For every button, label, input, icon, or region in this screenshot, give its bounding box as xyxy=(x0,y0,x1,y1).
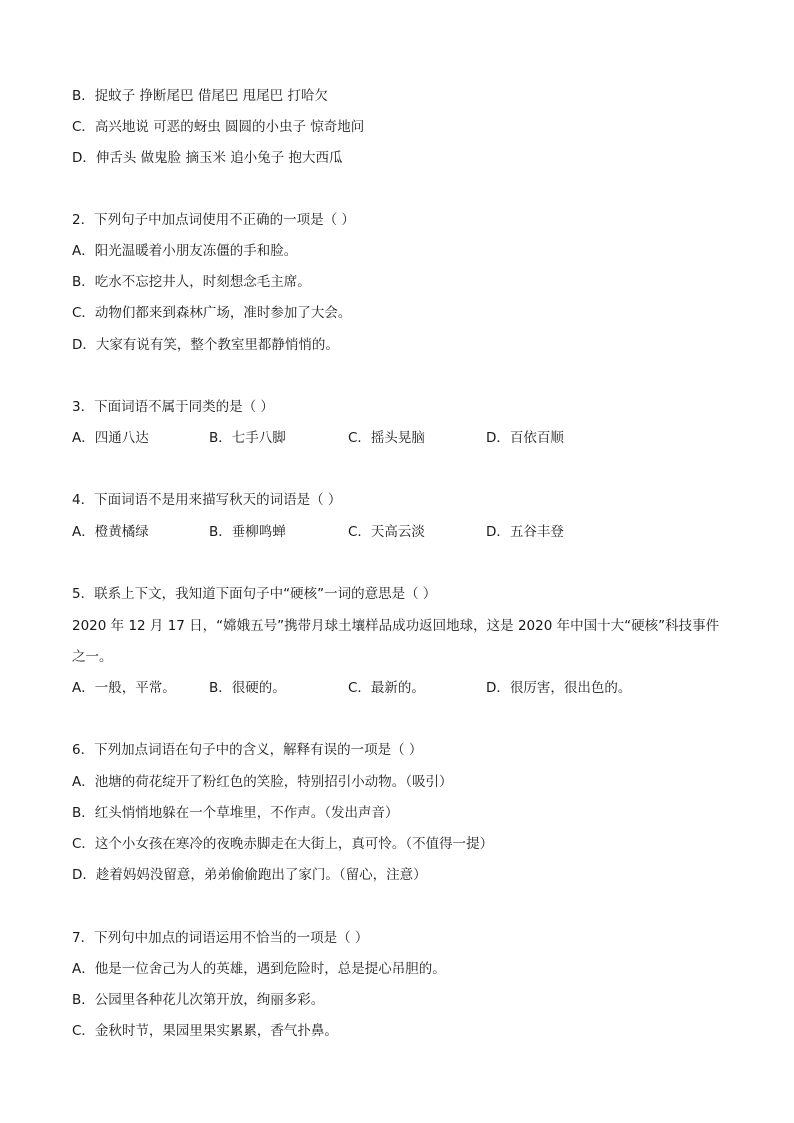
q6-option-c: C．这个小女孩在寒冷的夜晚赤脚走在大街上，真可怜。（不值得一提） xyxy=(72,836,494,852)
q6-option-d: D．趁着妈妈没留意，弟弟偷偷跑出了家门。（留心，注意） xyxy=(72,867,427,883)
q4-option-c: C．天高云淡 xyxy=(348,524,425,540)
q2-option-a: A．阳光温暖着小朋友冻僵的手和脸。 xyxy=(72,243,298,259)
q2-stem: 2．下列句子中加点词使用不正确的一项是（ ） xyxy=(72,212,355,228)
q6-option-b: B．红头悄悄地躲在一个草堆里，不作声。（发出声音） xyxy=(72,805,399,821)
q5-option-d: D．很厉害，很出色的。 xyxy=(486,680,632,696)
q2-option-b: B．吃水不忘挖井人，时刻想念毛主席。 xyxy=(72,274,311,290)
q3-stem: 3．下面词语不属于同类的是（ ） xyxy=(72,399,274,415)
q3-option-a: A．四通八达 xyxy=(72,430,149,446)
q2-option-c: C．动物们都来到森林广场，准时参加了大会。 xyxy=(72,305,352,321)
q4-option-a: A．橙黄橘绿 xyxy=(72,524,149,540)
q5-option-a: A．一般，平常。 xyxy=(72,680,176,696)
q6-stem: 6．下列加点词语在句子中的含义，解释有误的一项是（ ） xyxy=(72,742,423,758)
q7-option-a: A．他是一位舍己为人的英雄，遇到危险时，总是提心吊胆的。 xyxy=(72,961,446,977)
q5-stem: 5．联系上下文，我知道下面句子中“硬核”一词的意思是（ ） xyxy=(72,586,437,602)
q1-option-c: C．高兴地说 可恶的蚜虫 圆圆的小虫子 惊奇地问 xyxy=(72,119,365,135)
q6-option-a: A．池塘的荷花绽开了粉红色的笑脸，特别招引小动物。（吸引） xyxy=(72,774,453,790)
q5-options xyxy=(0,678,794,698)
q4-options xyxy=(0,522,794,542)
q3-option-d: D．百依百顺 xyxy=(486,430,564,446)
q4-option-b: B．垂柳鸣蝉 xyxy=(209,524,286,540)
q3-option-c: C．摇头晃脑 xyxy=(348,430,425,446)
q1-option-d: D．伸舌头 做鬼脸 摘玉米 追小兔子 抱大西瓜 xyxy=(72,150,343,166)
q1-option-b: B．捉蚊子 挣断尾巴 借尾巴 甩尾巴 打哈欠 xyxy=(72,88,328,104)
q3-option-b: B．七手八脚 xyxy=(209,430,286,446)
q4-stem: 4．下面词语不是用来描写秋天的词语是（ ） xyxy=(72,492,342,508)
q5-passage: 2020 年 12 月 17 日，“嫦娥五号”携带月球土壤样品成功返回地球，这是 2020 年中国十大“硬核”科技事件之一。 xyxy=(72,618,720,665)
q7-option-b: B．公园里各种花儿次第开放，绚丽多彩。 xyxy=(72,992,325,1008)
q7-option-c: C．金秋时节，果园里果实累累，香气扑鼻。 xyxy=(72,1023,338,1039)
q2-option-d: D．大家有说有笑，整个教室里都静悄悄的。 xyxy=(72,337,339,353)
q7-stem: 7．下列句中加点的词语运用不恰当的一项是（ ） xyxy=(72,930,369,946)
q5-option-b: B．很硬的。 xyxy=(209,680,286,696)
q3-options xyxy=(0,428,794,448)
q5-option-c: C．最新的。 xyxy=(348,680,425,696)
q4-option-d: D．五谷丰登 xyxy=(486,524,564,540)
